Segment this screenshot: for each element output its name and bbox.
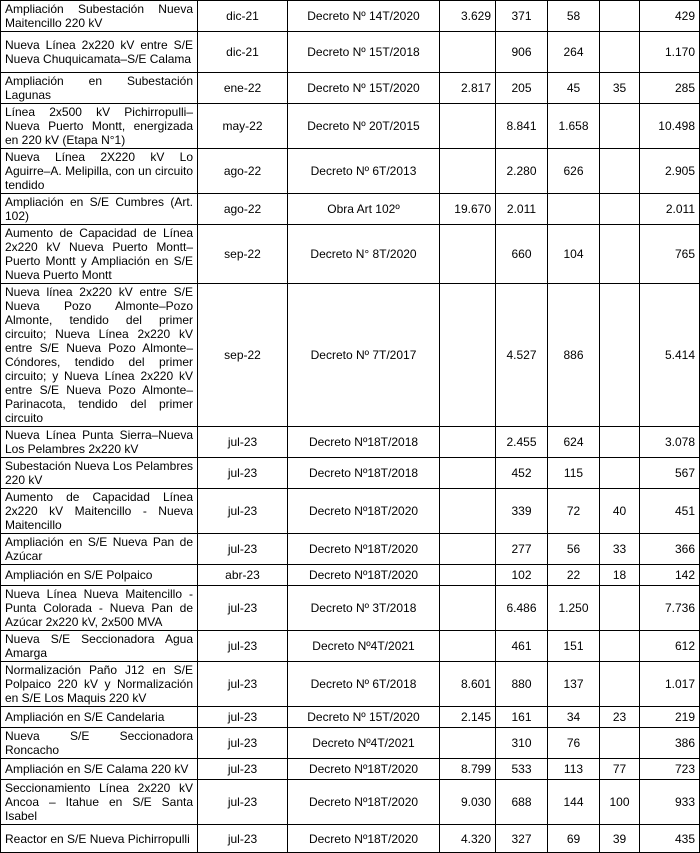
table-row (1, 104, 700, 149)
table-row (1, 586, 700, 631)
row-value-3: 72 (548, 489, 600, 534)
row-total: 219 (640, 707, 700, 728)
row-value-1 (440, 225, 496, 284)
row-description: Seccionamiento Línea 2x220 kV Ancoa – Itahue en S/E Santa Isabel (1, 780, 198, 825)
row-value-3: 626 (548, 149, 600, 194)
row-value-4 (600, 728, 640, 759)
row-value-2: 161 (496, 707, 548, 728)
row-decree: Decreto Nº18T/2020 (288, 759, 440, 780)
row-value-4 (600, 104, 640, 149)
row-value-4: 77 (600, 759, 640, 780)
row-value-1 (440, 534, 496, 565)
row-date: jul-23 (198, 759, 288, 780)
row-decree: Decreto Nº18T/2018 (288, 427, 440, 458)
row-value-1: 8.799 (440, 759, 496, 780)
row-value-4 (600, 32, 640, 73)
row-value-4 (600, 225, 640, 284)
row-value-3: 1.250 (548, 586, 600, 631)
table-row (1, 565, 700, 586)
row-value-1: 19.670 (440, 194, 496, 225)
row-value-2: 371 (496, 1, 548, 32)
row-value-4: 100 (600, 780, 640, 825)
row-date: jul-23 (198, 489, 288, 534)
row-value-3: 624 (548, 427, 600, 458)
row-value-1 (440, 631, 496, 662)
row-value-1 (440, 728, 496, 759)
row-value-3: 151 (548, 631, 600, 662)
row-date: jul-23 (198, 427, 288, 458)
table-row (1, 489, 700, 534)
row-value-2: 880 (496, 662, 548, 707)
row-value-3: 886 (548, 284, 600, 427)
row-decree: Decreto Nº4T/2021 (288, 631, 440, 662)
row-value-2: 2.011 (496, 194, 548, 225)
row-decree: Decreto Nº 6T/2013 (288, 149, 440, 194)
row-value-3: 1.658 (548, 104, 600, 149)
row-description: Nueva S/E Seccionadora Agua Amarga (1, 631, 198, 662)
row-value-4 (600, 586, 640, 631)
row-value-3: 76 (548, 728, 600, 759)
table-row (1, 707, 700, 728)
row-total: 723 (640, 759, 700, 780)
row-value-1 (440, 565, 496, 586)
row-value-3: 56 (548, 534, 600, 565)
row-value-3: 104 (548, 225, 600, 284)
row-total: 2.011 (640, 194, 700, 225)
row-decree: Decreto Nº 15T/2018 (288, 32, 440, 73)
table-row (1, 284, 700, 427)
row-value-1 (440, 32, 496, 73)
row-value-2: 461 (496, 631, 548, 662)
row-total: 366 (640, 534, 700, 565)
row-date: jul-23 (198, 631, 288, 662)
row-description: Nueva S/E Seccionadora Roncacho (1, 728, 198, 759)
row-value-2: 533 (496, 759, 548, 780)
row-description: Normalización Paño J12 en S/E Polpaico 220 kV y Normalización en S/E Los Maquis 220 kV (1, 662, 198, 707)
table-row (1, 534, 700, 565)
row-value-3: 115 (548, 458, 600, 489)
row-decree: Decreto Nº18T/2020 (288, 489, 440, 534)
row-value-4: 23 (600, 707, 640, 728)
row-value-2: 688 (496, 780, 548, 825)
row-total: 2.905 (640, 149, 700, 194)
row-value-4 (600, 427, 640, 458)
row-description: Ampliación en S/E Cumbres (Art. 102) (1, 194, 198, 225)
row-description: Aumento de Capacidad Línea 2x220 kV Maitencillo - Nueva Maitencillo (1, 489, 198, 534)
row-date: jul-23 (198, 534, 288, 565)
row-value-2: 452 (496, 458, 548, 489)
row-description: Ampliación en S/E Candelaria (1, 707, 198, 728)
row-value-3: 113 (548, 759, 600, 780)
row-value-2: 277 (496, 534, 548, 565)
row-value-2: 327 (496, 825, 548, 853)
row-value-3: 137 (548, 662, 600, 707)
row-value-4 (600, 458, 640, 489)
row-decree: Decreto Nº 7T/2017 (288, 284, 440, 427)
row-value-3: 34 (548, 707, 600, 728)
row-total: 1.170 (640, 32, 700, 73)
row-decree: Decreto Nº18T/2018 (288, 458, 440, 489)
row-value-3: 45 (548, 73, 600, 104)
row-description: Ampliación en S/E Nueva Pan de Azúcar (1, 534, 198, 565)
row-value-4 (600, 149, 640, 194)
row-description: Línea 2x500 kV Pichirropulli–Nueva Puerto Montt, energizada en 220 kV (Etapa N°1) (1, 104, 198, 149)
row-value-4: 33 (600, 534, 640, 565)
row-decree: Decreto Nº4T/2021 (288, 728, 440, 759)
row-decree: Decreto Nº 6T/2018 (288, 662, 440, 707)
row-date: jul-23 (198, 707, 288, 728)
row-value-3: 264 (548, 32, 600, 73)
row-total: 142 (640, 565, 700, 586)
row-value-1: 2.817 (440, 73, 496, 104)
row-value-1: 4.320 (440, 825, 496, 853)
row-value-2: 6.486 (496, 586, 548, 631)
row-value-2: 4.527 (496, 284, 548, 427)
row-value-2: 102 (496, 565, 548, 586)
row-value-4: 18 (600, 565, 640, 586)
table-row (1, 149, 700, 194)
row-value-4 (600, 631, 640, 662)
table-row (1, 225, 700, 284)
row-date: ene-22 (198, 73, 288, 104)
row-value-4 (600, 662, 640, 707)
row-value-3 (548, 194, 600, 225)
row-date: dic-21 (198, 1, 288, 32)
row-date: dic-21 (198, 32, 288, 73)
row-total: 765 (640, 225, 700, 284)
row-date: may-22 (198, 104, 288, 149)
row-value-1: 8.601 (440, 662, 496, 707)
row-value-4: 39 (600, 825, 640, 853)
row-date: jul-23 (198, 728, 288, 759)
row-decree: Decreto Nº 3T/2018 (288, 586, 440, 631)
row-description: Ampliación en S/E Calama 220 kV (1, 759, 198, 780)
row-total: 386 (640, 728, 700, 759)
row-decree: Decreto Nº 14T/2020 (288, 1, 440, 32)
row-description: Nueva Línea 2x220 kV entre S/E Nueva Chuquicamata–S/E Calama (1, 32, 198, 73)
table-row (1, 1, 700, 32)
row-total: 5.414 (640, 284, 700, 427)
row-date: ago-22 (198, 194, 288, 225)
row-total: 7.736 (640, 586, 700, 631)
row-decree: Decreto Nº18T/2020 (288, 825, 440, 853)
row-value-1: 2.145 (440, 707, 496, 728)
table-row (1, 780, 700, 825)
row-decree: Decreto Nº 15T/2020 (288, 707, 440, 728)
row-value-1: 9.030 (440, 780, 496, 825)
table-row (1, 32, 700, 73)
row-total: 451 (640, 489, 700, 534)
row-value-4: 35 (600, 73, 640, 104)
row-total: 10.498 (640, 104, 700, 149)
row-value-2: 660 (496, 225, 548, 284)
row-description: Nueva Línea Nueva Maitencillo - Punta Colorada - Nueva Pan de Azúcar 2x220 kV, 2x500 MVA (1, 586, 198, 631)
row-value-1 (440, 427, 496, 458)
row-value-3: 144 (548, 780, 600, 825)
table-row (1, 825, 700, 853)
row-decree: Decreto Nº18T/2020 (288, 534, 440, 565)
row-total: 612 (640, 631, 700, 662)
table-row (1, 458, 700, 489)
row-value-2: 205 (496, 73, 548, 104)
row-value-2: 8.841 (496, 104, 548, 149)
row-value-1 (440, 149, 496, 194)
row-description: Nueva Línea 2X220 kV Lo Aguirre–A. Melipilla, con un circuito tendido (1, 149, 198, 194)
row-date: ago-22 (198, 149, 288, 194)
row-date: jul-23 (198, 458, 288, 489)
row-value-2: 906 (496, 32, 548, 73)
row-value-1 (440, 104, 496, 149)
row-description: Aumento de Capacidad de Línea 2x220 kV Nueva Puerto Montt–Puerto Montt y Ampliación en S/E Nueva Puerto Montt (1, 225, 198, 284)
row-value-3: 58 (548, 1, 600, 32)
row-value-2: 310 (496, 728, 548, 759)
table-row (1, 631, 700, 662)
row-value-2: 2.455 (496, 427, 548, 458)
row-description: Subestación Nueva Los Pelambres 220 kV (1, 458, 198, 489)
row-total: 567 (640, 458, 700, 489)
row-date: abr-23 (198, 565, 288, 586)
table-row (1, 759, 700, 780)
row-date: jul-23 (198, 662, 288, 707)
row-value-2: 339 (496, 489, 548, 534)
row-date: jul-23 (198, 780, 288, 825)
table-row (1, 73, 700, 104)
row-date: sep-22 (198, 284, 288, 427)
row-total: 435 (640, 825, 700, 853)
table-row (1, 728, 700, 759)
row-date: sep-22 (198, 225, 288, 284)
row-description: Ampliación en S/E Polpaico (1, 565, 198, 586)
row-decree: Decreto Nº18T/2020 (288, 780, 440, 825)
row-value-1 (440, 458, 496, 489)
row-date: jul-23 (198, 586, 288, 631)
row-value-4 (600, 194, 640, 225)
row-total: 933 (640, 780, 700, 825)
row-decree: Obra Art 102º (288, 194, 440, 225)
row-decree: Decreto Nº 20T/2015 (288, 104, 440, 149)
row-value-4 (600, 284, 640, 427)
row-total: 429 (640, 1, 700, 32)
row-value-1: 3.629 (440, 1, 496, 32)
table-row (1, 662, 700, 707)
row-value-2: 2.280 (496, 149, 548, 194)
row-date: jul-23 (198, 825, 288, 853)
row-value-4: 40 (600, 489, 640, 534)
row-value-3: 69 (548, 825, 600, 853)
row-description: Reactor en S/E Nueva Pichirropulli (1, 825, 198, 853)
row-decree: Decreto Nº18T/2020 (288, 565, 440, 586)
table-body (1, 1, 700, 853)
row-total: 285 (640, 73, 700, 104)
row-value-1 (440, 489, 496, 534)
row-description: Nueva Línea Punta Sierra–Nueva Los Pelambres 2x220 kV (1, 427, 198, 458)
row-description: Ampliación Subestación Nueva Maitencillo 220 kV (1, 1, 198, 32)
row-total: 1.017 (640, 662, 700, 707)
row-description: Ampliación en Subestación Lagunas (1, 73, 198, 104)
row-value-1 (440, 586, 496, 631)
table-row (1, 427, 700, 458)
row-value-4 (600, 1, 640, 32)
row-decree: Decreto Nº 15T/2020 (288, 73, 440, 104)
row-description: Nueva línea 2x220 kV entre S/E Nueva Pozo Almonte–Pozo Almonte, tendido del primer circuito; Nueva Línea 2x220 kV entre S/E Nueva Pozo Almonte–Cóndores, tendido del primer circuito; y Nueva Línea 2x220 kV entre S/E Nueva Pozo Almonte–Parinacota, tendido del primer circuito (1, 284, 198, 427)
row-value-1 (440, 284, 496, 427)
row-total: 3.078 (640, 427, 700, 458)
row-value-3: 22 (548, 565, 600, 586)
row-decree: Decreto N° 8T/2020 (288, 225, 440, 284)
table-row (1, 194, 700, 225)
